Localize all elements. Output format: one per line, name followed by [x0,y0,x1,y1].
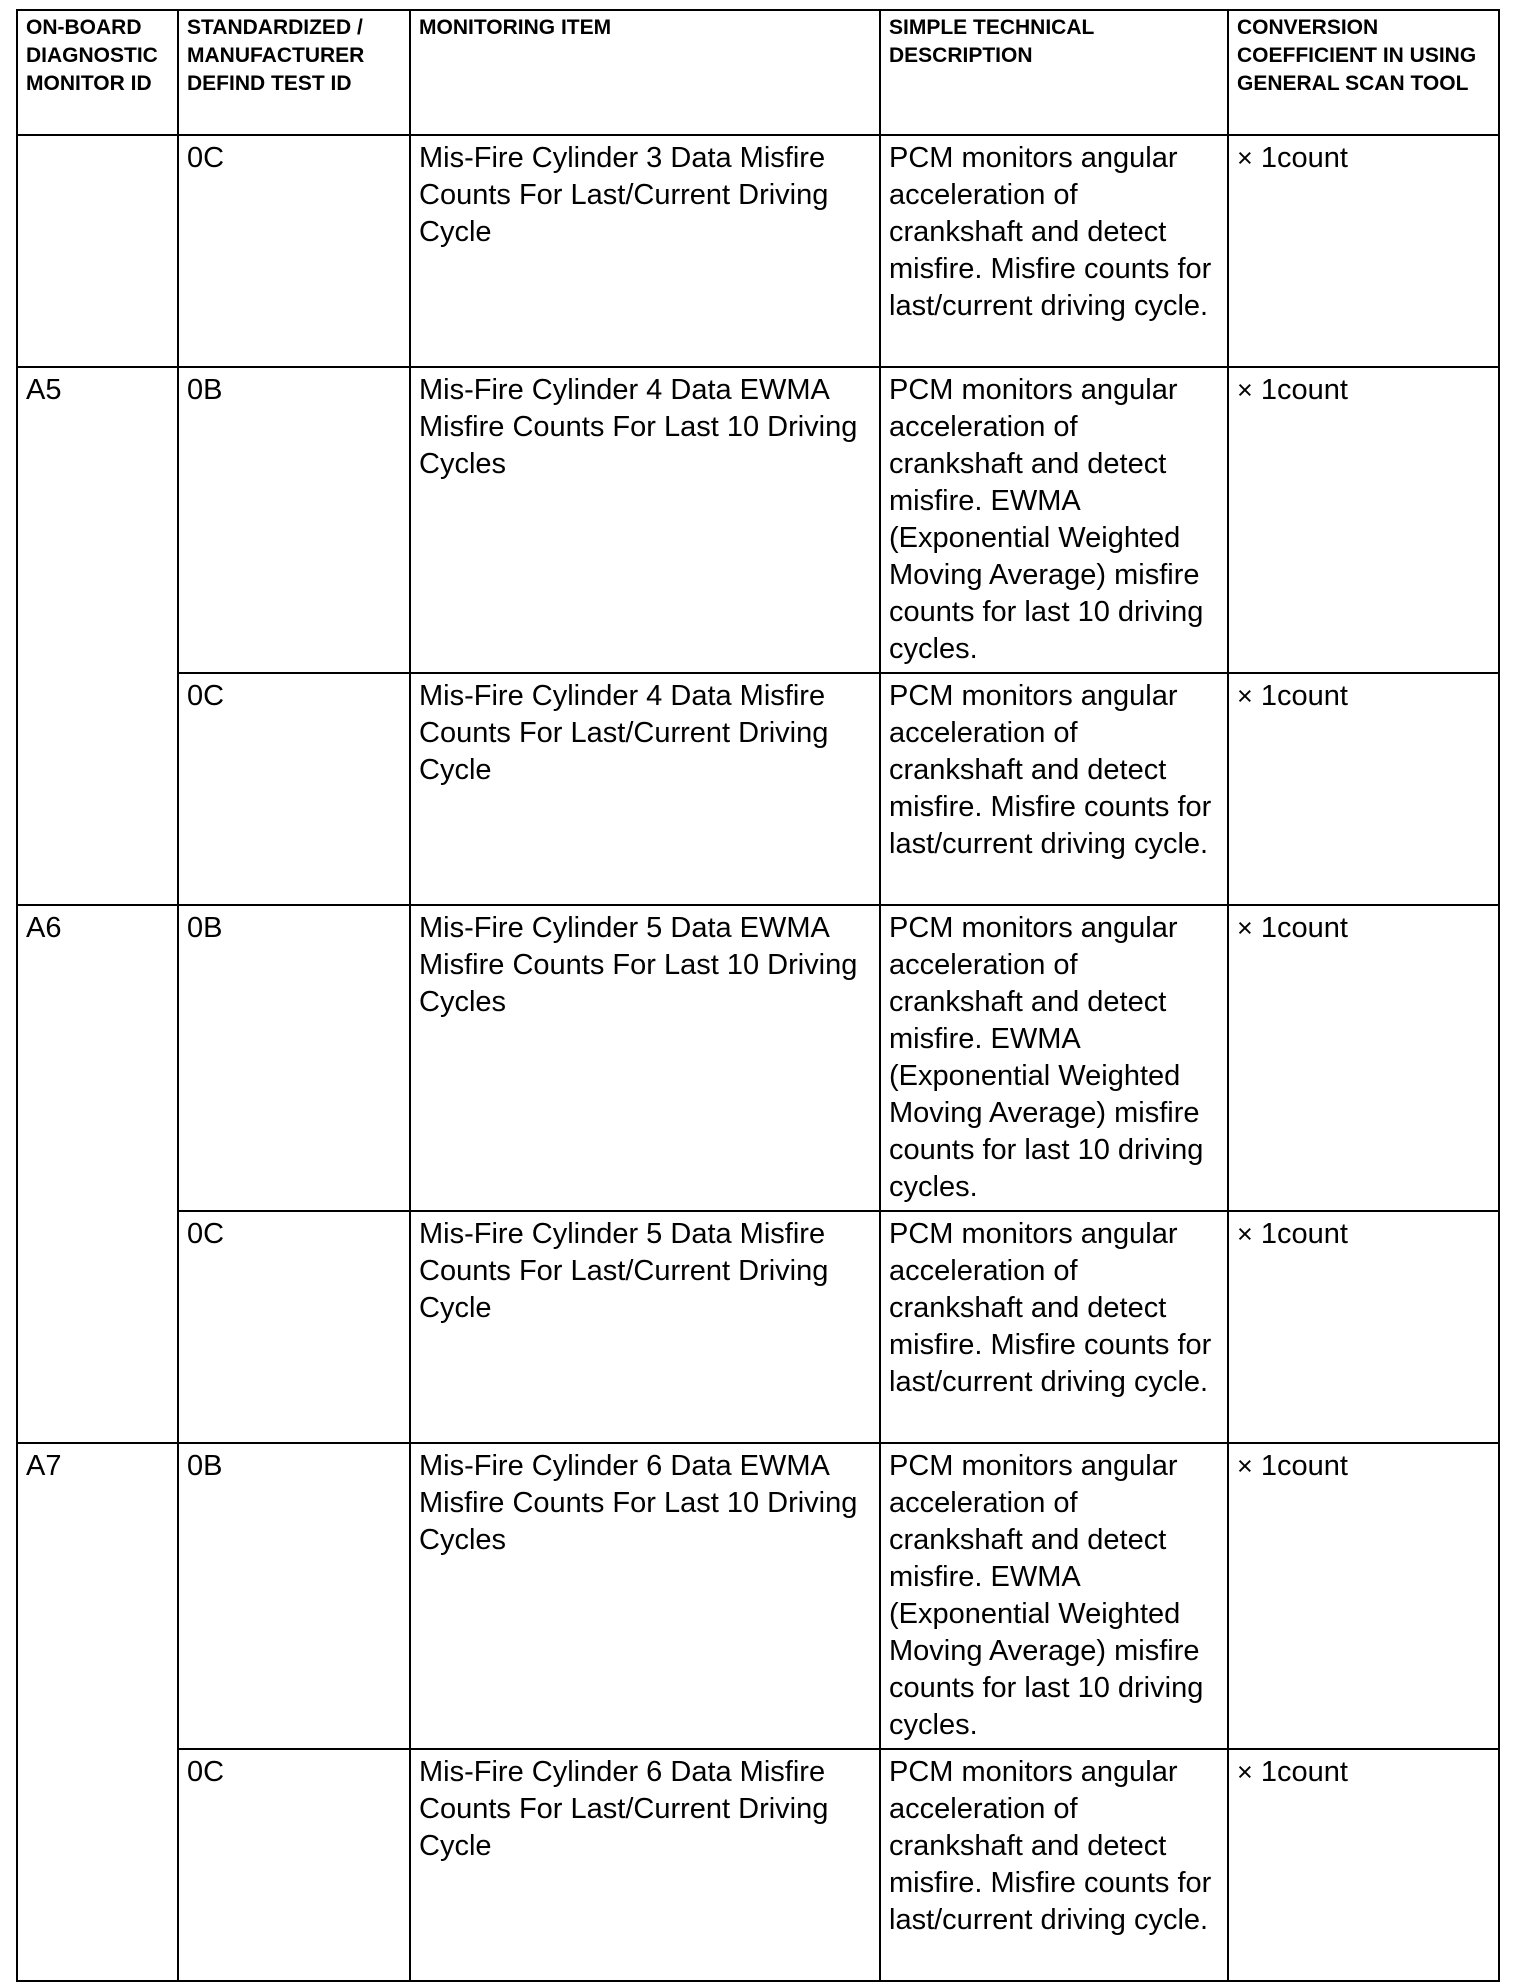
table-row [17,905,1499,1211]
coefficient-cell [1228,905,1499,1211]
description-cell: PCM monitors angular acceleration of crankshaft and detect misfire. Misfire counts for last/current driving cycle. [880,1749,1228,1981]
coefficient-cell [1228,1443,1499,1749]
coefficient-value: 1count [1260,1218,1348,1250]
description-cell: PCM monitors angular acceleration of crankshaft and detect misfire. EWMA (Exponential Weighted Moving Average) misfire counts for last 10 driving cycles. [880,367,1228,673]
coefficient-value: 1count [1260,374,1348,406]
table-header-row [17,10,1499,135]
monitoring-item-cell: Mis-Fire Cylinder 3 Data Misfire Counts For Last/Current Driving Cycle [410,135,880,367]
coefficient-value: 1count [1260,1450,1348,1482]
coefficient-cell [1228,135,1499,367]
coefficient-value: 1count [1260,680,1348,712]
monitoring-item-cell: Mis-Fire Cylinder 5 Data Misfire Counts For Last/Current Driving Cycle [410,1211,880,1443]
monitoring-item-cell: Mis-Fire Cylinder 4 Data EWMA Misfire Counts For Last 10 Driving Cycles [410,367,880,673]
coefficient-cell [1228,367,1499,673]
coefficient-cell [1228,1749,1499,1981]
coefficient-value: 1count [1260,142,1348,174]
coefficient-cell [1228,673,1499,905]
monitoring-item-cell: Mis-Fire Cylinder 6 Data Misfire Counts For Last/Current Driving Cycle [410,1749,880,1981]
multiply-symbol: × [1237,913,1253,943]
monitor-id-cell: A7 [17,1443,178,1981]
table-row [17,1443,1499,1749]
multiply-symbol: × [1237,1219,1253,1249]
test-id-cell: 0B [178,1443,410,1749]
monitoring-item-cell: Mis-Fire Cylinder 4 Data Misfire Counts For Last/Current Driving Cycle [410,673,880,905]
test-id-cell: 0C [178,1211,410,1443]
table-row [17,1211,1499,1443]
monitor-id-cell: A6 [17,905,178,1443]
monitoring-item-cell: Mis-Fire Cylinder 6 Data EWMA Misfire Counts For Last 10 Driving Cycles [410,1443,880,1749]
multiply-symbol: × [1237,1451,1253,1481]
multiply-symbol: × [1237,375,1253,405]
monitor-id-cell [17,135,178,367]
header-monitoring-item: MONITORING ITEM [410,10,880,135]
coefficient-value: 1count [1260,912,1348,944]
header-conversion-coefficient: CONVERSION COEFFICIENT IN USING GENERAL SCAN TOOL [1228,10,1499,135]
multiply-symbol: × [1237,1757,1253,1787]
description-cell: PCM monitors angular acceleration of crankshaft and detect misfire. Misfire counts for last/current driving cycle. [880,673,1228,905]
description-cell: PCM monitors angular acceleration of crankshaft and detect misfire. Misfire counts for last/current driving cycle. [880,1211,1228,1443]
description-cell: PCM monitors angular acceleration of crankshaft and detect misfire. EWMA (Exponential Weighted Moving Average) misfire counts for last 10 driving cycles. [880,1443,1228,1749]
header-test-id: STANDARDIZED / MANUFACTURER DEFIND TEST ID [178,10,410,135]
monitoring-item-cell: Mis-Fire Cylinder 5 Data EWMA Misfire Counts For Last 10 Driving Cycles [410,905,880,1211]
table-row [17,135,1499,367]
monitor-id-cell: A5 [17,367,178,905]
multiply-symbol: × [1237,681,1253,711]
table-row [17,1749,1499,1981]
header-monitor-id: ON-BOARD DIAGNOSTIC MONITOR ID [17,10,178,135]
coefficient-value: 1count [1260,1756,1348,1788]
coefficient-cell [1228,1211,1499,1443]
test-id-cell: 0B [178,367,410,673]
monitor-table [16,9,1500,1982]
test-id-cell: 0C [178,135,410,367]
description-cell: PCM monitors angular acceleration of crankshaft and detect misfire. EWMA (Exponential Weighted Moving Average) misfire counts for last 10 driving cycles. [880,905,1228,1211]
table-row [17,673,1499,905]
test-id-cell: 0B [178,905,410,1211]
header-description: SIMPLE TECHNICAL DESCRIPTION [880,10,1228,135]
description-cell: PCM monitors angular acceleration of crankshaft and detect misfire. Misfire counts for last/current driving cycle. [880,135,1228,367]
multiply-symbol: × [1237,143,1253,173]
test-id-cell: 0C [178,673,410,905]
table-row [17,367,1499,673]
test-id-cell: 0C [178,1749,410,1981]
